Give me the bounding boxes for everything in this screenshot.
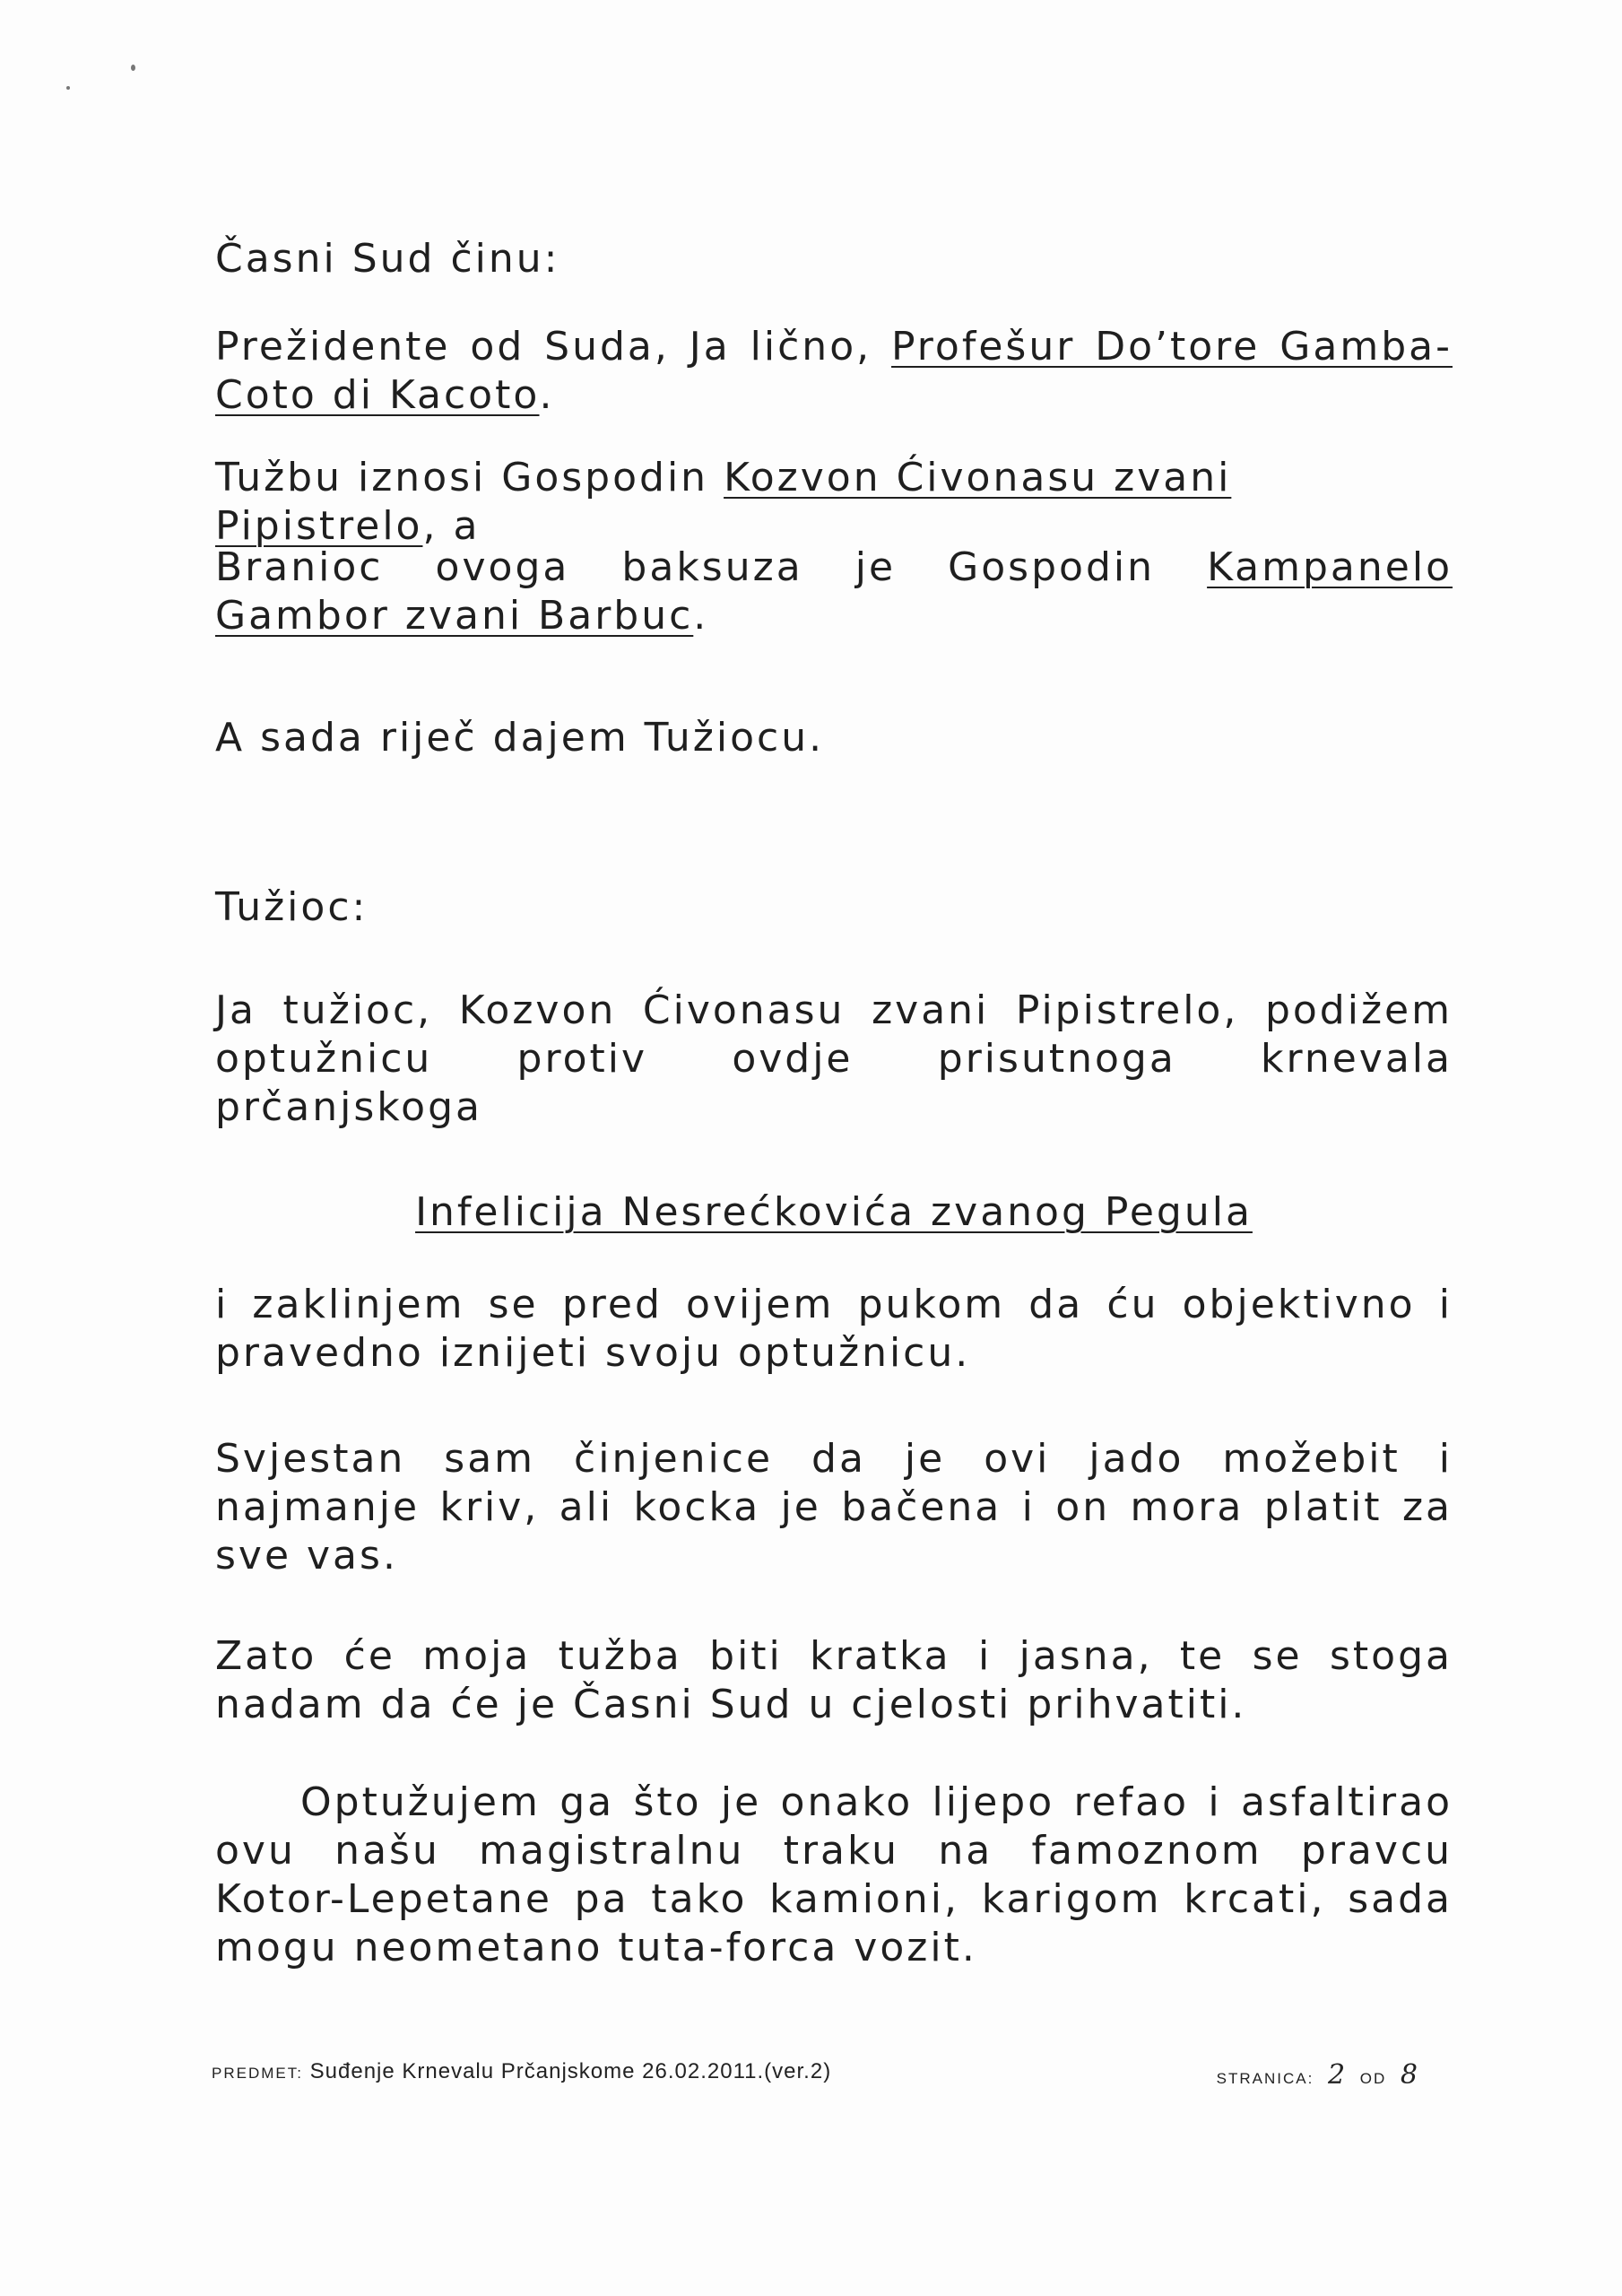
footer-page-number: [1217, 2059, 1426, 2091]
scan-speck: [131, 65, 135, 71]
footer-page-label: STRANICA:: [1216, 2070, 1314, 2087]
aware-paragraph: Svjestan sam činjenice da je ovi jado možebit i najmanje kriv, ali kocka je bačena i on mora platit za sve vas.: [215, 1436, 1453, 1578]
prosecutor-heading: Tužioc:: [215, 884, 369, 930]
president-text: Prežidente od Suda, Ja lično,: [215, 324, 892, 370]
defense-name: Kampanelo Gambor zvani Barbuc: [215, 544, 1453, 639]
defendant-name: [215, 1188, 1453, 1237]
defense-paragraph: [215, 544, 1453, 640]
president-name: Profešur Do’tore Gamba-Coto di Kacoto: [215, 324, 1453, 418]
footer-subject-label: PREDMET:: [212, 2065, 303, 2082]
footer-page-of-label: OD: [1359, 2070, 1387, 2087]
prosecution-name: Kozvon Ćivonasu zvani Pipistrelo: [215, 455, 1232, 549]
footer-page-current: 2: [1327, 2059, 1347, 2091]
defense-text: Branioc ovoga baksuza je Gospodin: [215, 544, 1208, 590]
defendant-name-text: Infelicija Nesrećkovića zvanog Pegula: [415, 1189, 1253, 1235]
prosecution-paragraph: [215, 454, 1453, 551]
prosecution-tail: , a: [422, 503, 481, 549]
president-tail: .: [539, 372, 555, 418]
scan-speck: [66, 86, 70, 90]
oath-paragraph: i zaklinjem se pred ovijem pukom da ću objektivno i pravedno iznijeti svoju optužnicu.: [215, 1282, 1453, 1376]
short-paragraph: Zato će moja tužba biti kratka i jasna, te se stoga nadam da će je Časni Sud u cjelosti prihvatiti.: [215, 1633, 1453, 1727]
accuse-paragraph: Optužujem ga što je onako lijepo refao i asfaltirao ovu našu magistralnu traku na famoznom pravcu Kotor-Lepetane pa tako kamioni, karigom krcati, sada mogu neometano tuta-forca vozit.: [215, 1779, 1453, 1970]
footer-subject-text: Suđenje Krnevalu Prčanjskome 26.02.2011.(ver.2): [309, 2059, 832, 2083]
president-paragraph: [215, 323, 1453, 420]
footer-page-total: 8: [1400, 2059, 1418, 2091]
footer-subject: [212, 2059, 831, 2084]
defense-tail: .: [693, 593, 709, 639]
prosecution-text: Tužbu iznosi Gospodin: [215, 455, 724, 500]
indictment-paragraph: Ja tužioc, Kozvon Ćivonasu zvani Pipistrelo, podižem optužnicu protiv ovdje prisutnoga krnevala prčanjskoga: [215, 987, 1453, 1130]
court-heading: Časni Sud činu:: [215, 236, 560, 282]
floor-paragraph: A sada riječ dajem Tužiocu.: [215, 715, 825, 761]
